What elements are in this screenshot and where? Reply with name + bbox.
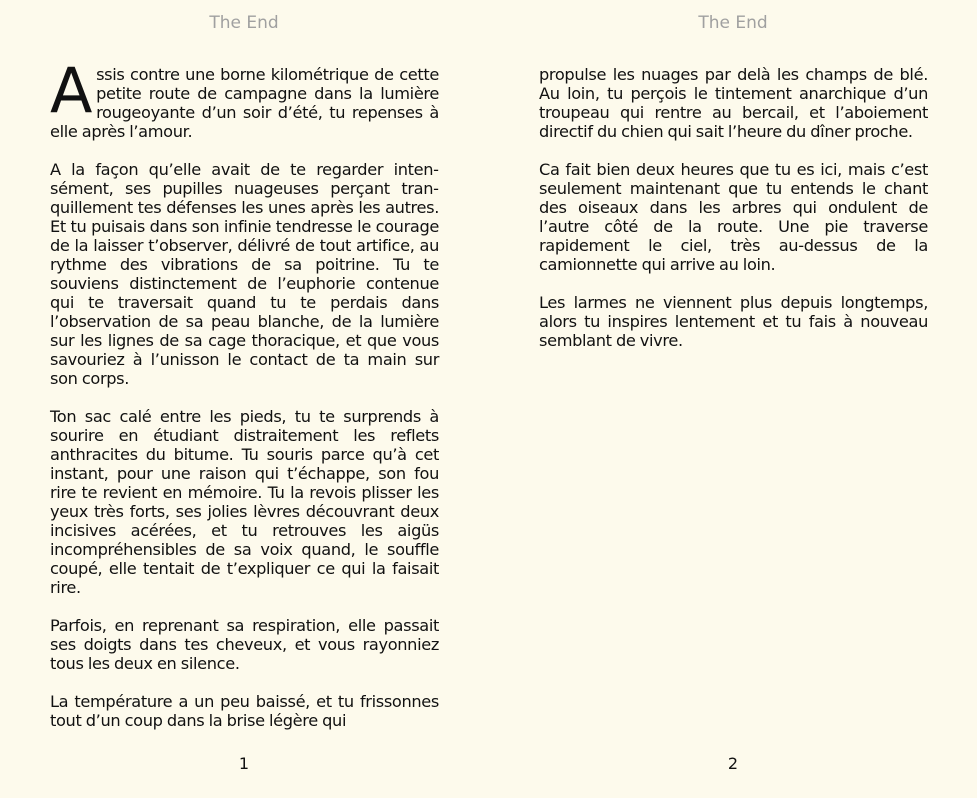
paragraph: Ca fait bien deux heures que tu es ici, mais c’est seulement maintenant que tu entends le chant des oiseaux dans les arbres qui ondulent de l’autre côté de la route. Une pie traverse rapidement le ciel, très au-dessus de la camionnette qui arrive au loin. [539,160,928,274]
page-body [539,65,928,369]
paragraph: propulse les nuages par delà les champs de blé. Au loin, tu perçois le tintement anarchique d’un troupeau qui rentre au bercail, et l’aboiement directif du chien qui sait l’heure du dîner proche. [539,65,928,141]
page-left [0,0,488,798]
page-body [50,54,439,749]
paragraph [50,54,439,141]
running-title: The End [209,13,279,33]
page-right [489,0,977,798]
drop-cap: A [50,54,93,127]
page-number: 1 [238,754,250,773]
running-title: The End [698,13,768,33]
paragraph: Parfois, en reprenant sa respiration, elle passait ses doigts dans tes cheveux, et vous rayonniez tous les deux en silence. [50,616,439,673]
paragraph: Les larmes ne viennent plus depuis longtemps, alors tu inspires lentement et tu fais à nouveau semblant de vivre. [539,293,928,350]
paragraph: La température a un peu baissé, et tu frissonnes tout d’un coup dans la brise légère qui [50,692,439,730]
paragraph: A la façon qu’elle avait de te regarder intensément, ses pupilles nuageuses perçant tranquillement tes défenses les unes après les autres. Et tu puisais dans son infinie tendresse le courage de la laisser t’observer, délivré de tout artifice, au rythme des vibrations de sa poitrine. Tu te souviens distinctement de l’euphorie contenue qui te traversait quand tu te perdais dans l’observation de sa peau blanche, de la lumière sur les lignes de sa cage thoracique, et que vous savouriez à l’unisson le contact de ta main sur son corps. [50,160,439,388]
paragraph-text: ssis contre une borne kilométrique de cette petite route de campagne dans la lumière rougeoyante d’un soir d’été, tu repenses à elle après l’amour. [50,65,439,141]
paragraph: Ton sac calé entre les pieds, tu te surprends à sourire en étudiant distraitement les reflets anthracites du bitume. Tu souris parce qu’à cet instant, pour une raison qui t’échappe, son fou rire te revient en mémoire. Tu la revois plisser les yeux très forts, ses jolies lèvres découvrant deux incisives acérées, et tu retrouves les aigüs incompréhensibles de sa voix quand, le souffle coupé, elle tentait de t’expliquer ce qui la faisait rire. [50,407,439,597]
page-number: 2 [727,754,739,773]
